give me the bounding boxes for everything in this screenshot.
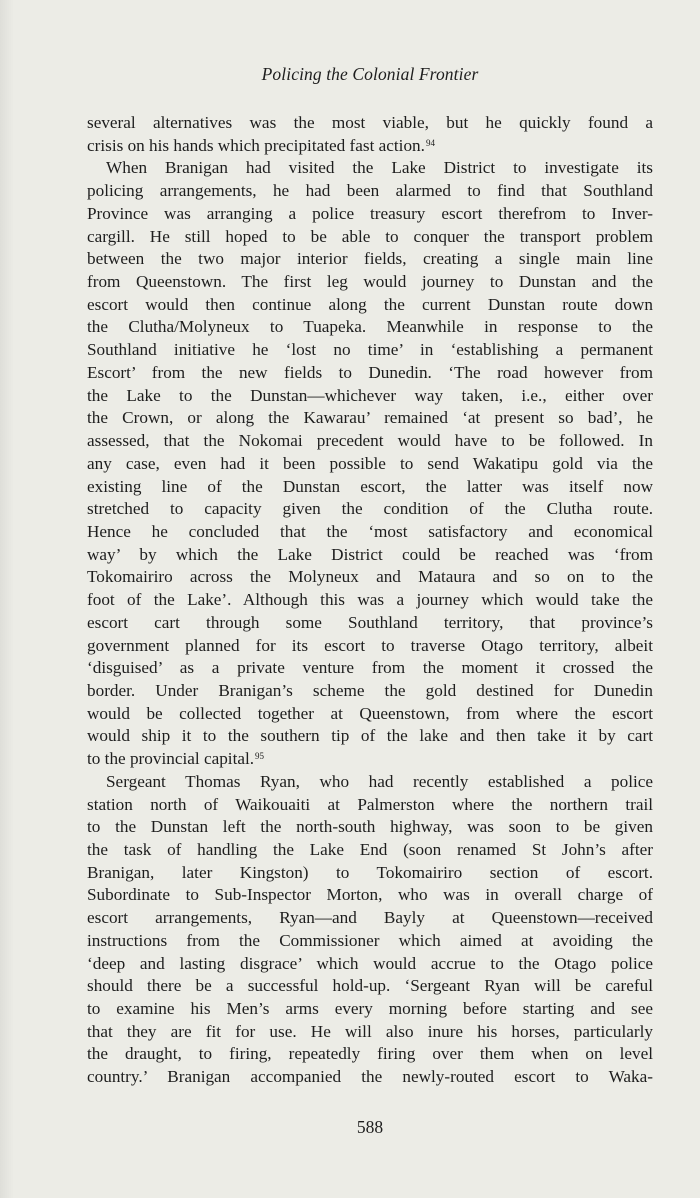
line-text: ‘deep and lasting disgrace’ which would accrue to the Otago police xyxy=(87,953,653,973)
line-text: Tokomairiro across the Molyneux and Mataura and so on to the xyxy=(87,567,653,587)
line-text: to examine his Men’s arms every morning before starting and see xyxy=(87,999,653,1019)
text-line xyxy=(87,271,653,294)
text-line xyxy=(87,839,653,862)
text-line xyxy=(87,112,653,135)
text-line xyxy=(87,294,653,317)
text-line xyxy=(87,862,653,885)
line-text: to the Dunstan left the north-south highway, was soon to be given xyxy=(87,817,653,837)
line-text: foot of the Lake’. Although this was a journey which would take the xyxy=(87,590,653,610)
running-head: Policing the Colonial Frontier xyxy=(261,64,479,84)
text-line xyxy=(87,703,653,726)
line-text: Southland initiative he ‘lost no time’ in ‘establishing a permanent xyxy=(87,340,653,360)
line-text: Hence he concluded that the ‘most satisfactory and economical xyxy=(87,521,653,541)
line-text: the Lake to the Dunstan—whichever way taken, i.e., either over xyxy=(87,385,653,405)
text-line xyxy=(87,635,653,658)
line-text: way’ by which the Lake District could be reached was ‘from xyxy=(87,544,653,564)
line-text: the Clutha/Molyneux to Tuapeka. Meanwhile in response to the xyxy=(87,317,653,337)
text-line xyxy=(87,157,653,180)
text-line xyxy=(87,612,653,635)
text-line xyxy=(87,430,653,453)
line-text: several alternatives was the most viable, but he quickly found a xyxy=(87,113,653,132)
text-line xyxy=(87,248,653,271)
line-text: instructions from the Commissioner which aimed at avoiding the xyxy=(87,930,653,950)
line-text: escort arrangements, Ryan—and Bayly at Queenstown—received xyxy=(87,908,653,928)
line-text: ‘disguised’ as a private venture from the moment it crossed the xyxy=(87,658,653,678)
line-text: would ship it to the southern tip of the lake and then take it by cart xyxy=(87,726,653,746)
text-line xyxy=(87,521,653,544)
text-line xyxy=(87,930,653,953)
line-text: Branigan, later Kingston) to Tokomairiro section of escort. xyxy=(87,862,653,882)
line-text: Province was arranging a police treasury escort therefrom to Inver- xyxy=(87,203,653,223)
line-text: cargill. He still hoped to be able to conquer the transport problem xyxy=(87,226,653,246)
line-text: the task of handling the Lake End (soon renamed St John’s after xyxy=(87,840,653,859)
text-line xyxy=(87,476,653,499)
text-line xyxy=(87,771,653,794)
line-text: crisis on his hands which precipitated fast action. xyxy=(87,135,425,155)
text-line xyxy=(87,180,653,203)
footnote-marker[interactable]: 95 xyxy=(255,751,265,762)
line-text: the draught, to firing, repeatedly firing over them when on level xyxy=(87,1044,653,1064)
text-line xyxy=(87,566,653,589)
line-text: station north of Waikouaiti at Palmerston where the northern trail xyxy=(87,794,653,814)
text-line xyxy=(87,680,653,703)
line-text: When Branigan had visited the Lake District to investigate its xyxy=(106,158,653,178)
line-text: government planned for its escort to traverse Otago territory, albeit xyxy=(87,635,653,655)
text-line xyxy=(87,998,653,1021)
line-text: the Crown, or along the Kawarau’ remained ‘at present so bad’, he xyxy=(87,408,653,428)
text-line xyxy=(87,748,653,771)
line-text: border. Under Branigan’s scheme the gold destined for Dunedin xyxy=(87,680,653,700)
text-line xyxy=(87,316,653,339)
text-line xyxy=(87,226,653,249)
page-number: 588 xyxy=(356,1117,384,1137)
text-line xyxy=(87,453,653,476)
line-text: should there be a successful hold-up. ‘Sergeant Ryan will be careful xyxy=(87,976,653,996)
text-line xyxy=(87,953,653,976)
text-line xyxy=(87,725,653,748)
text-line xyxy=(87,589,653,612)
text-line xyxy=(87,407,653,430)
text-line xyxy=(87,544,653,567)
line-text: Escort’ from the new fields to Dunedin. ‘The road however from xyxy=(87,362,653,382)
text-line xyxy=(87,794,653,817)
text-line xyxy=(87,816,653,839)
text-line xyxy=(87,362,653,385)
body-text xyxy=(87,112,653,1089)
line-text: Sergeant Thomas Ryan, who had recently established a police xyxy=(106,771,653,791)
line-text: stretched to capacity given the condition of the Clutha route. xyxy=(87,499,653,519)
text-line xyxy=(87,385,653,408)
text-line xyxy=(87,1021,653,1044)
line-text: between the two major interior fields, creating a single main line xyxy=(87,249,653,269)
text-line xyxy=(87,339,653,362)
line-text: country.’ Branigan accompanied the newly-routed escort to Waka- xyxy=(87,1067,653,1087)
text-line xyxy=(87,203,653,226)
line-text: policing arrangements, he had been alarmed to find that Southland xyxy=(87,181,653,201)
text-line xyxy=(87,907,653,930)
text-line xyxy=(87,135,653,158)
line-text: would be collected together at Queenstown, from where the escort xyxy=(87,703,653,723)
text-line xyxy=(87,884,653,907)
line-text: to the provincial capital. xyxy=(87,749,255,769)
text-line xyxy=(87,1043,653,1066)
text-line xyxy=(87,1066,653,1089)
line-text: escort would then continue along the current Dunstan route down xyxy=(87,294,653,314)
line-text: assessed, that the Nokomai precedent would have to be followed. In xyxy=(87,431,653,451)
line-text: Subordinate to Sub-Inspector Morton, who was in overall charge of xyxy=(87,885,653,905)
line-text: that they are fit for use. He will also inure his horses, particularly xyxy=(87,1021,653,1041)
footnote-marker[interactable]: 94 xyxy=(425,137,435,148)
text-line xyxy=(87,498,653,521)
line-text: escort cart through some Southland territory, that province’s xyxy=(87,612,653,632)
line-text: any case, even had it been possible to send Wakatipu gold via the xyxy=(87,453,653,473)
text-line xyxy=(87,657,653,680)
text-line xyxy=(87,975,653,998)
line-text: existing line of the Dunstan escort, the latter was itself now xyxy=(87,476,653,496)
line-text: from Queenstown. The first leg would journey to Dunstan and the xyxy=(87,272,653,292)
